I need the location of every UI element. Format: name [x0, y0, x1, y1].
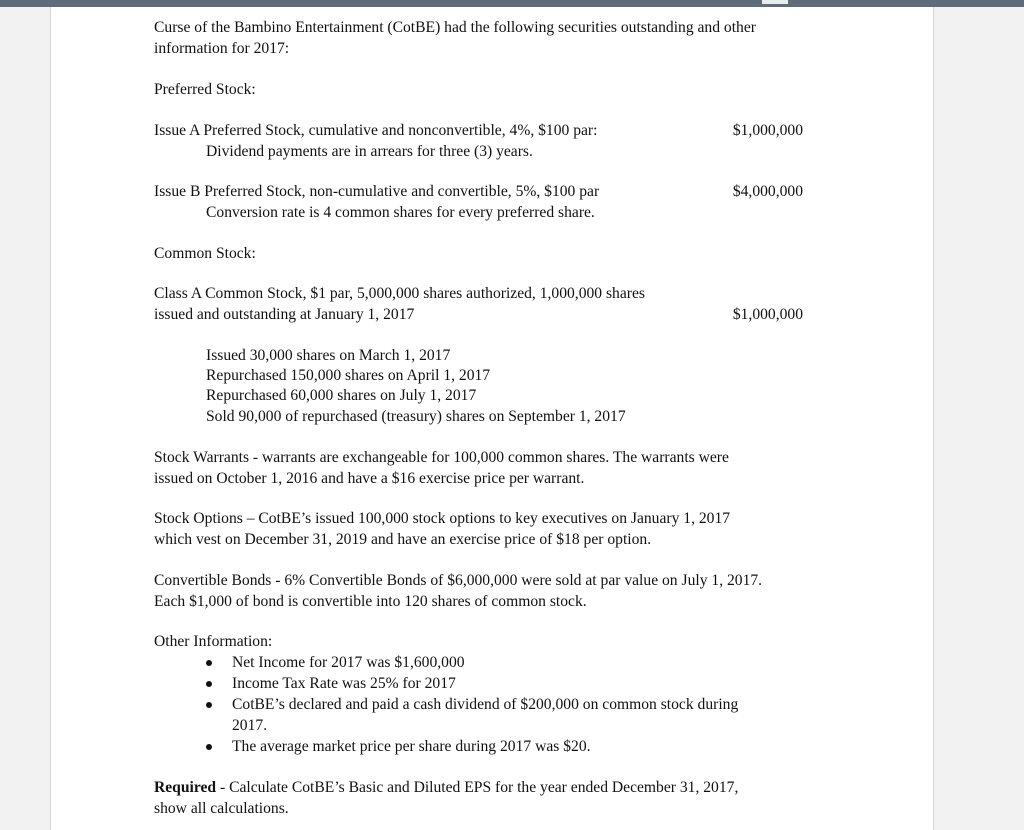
class-a-line-1: Class A Common Stock, $1 par, 5,000,000 shares authorized, 1,000,000 shares — [154, 285, 645, 302]
transaction-item: Repurchased 150,000 shares on April 1, 2017 — [206, 367, 491, 384]
bullet-icon — [206, 681, 212, 687]
other-heading: Other Information: — [154, 633, 273, 650]
top-bar-tab[interactable] — [762, 0, 788, 4]
issue-b-title: Issue B Preferred Stock, non-cumulative and convertible, 5%, $100 par — [154, 183, 600, 200]
window-top-bar — [0, 0, 1024, 7]
bonds-line-1: Convertible Bonds - 6% Convertible Bonds of $6,000,000 were sold at par value on July 1, 2017. — [154, 572, 763, 589]
other-bullet-item: Income Tax Rate was 25% for 2017 — [232, 675, 456, 692]
common-heading: Common Stock: — [154, 245, 256, 262]
bullet-icon — [206, 660, 212, 666]
other-bullet-item: Net Income for 2017 was $1,600,000 — [232, 654, 465, 671]
required-label: Required — [154, 779, 217, 796]
issue-a-detail: Dividend payments are in arrears for three (3) years. — [206, 143, 533, 160]
issue-a-title: Issue A Preferred Stock, cumulative and nonconvertible, 4%, $100 par: — [154, 122, 598, 139]
document-page — [50, 7, 934, 830]
required-text: - Calculate CotBE’s Basic and Diluted EPS for the year ended December 31, 2017, — [216, 779, 739, 796]
issue-b-amount: $4,000,000 — [732, 183, 803, 200]
preferred-heading: Preferred Stock: — [154, 81, 256, 98]
class-a-line-2: issued and outstanding at January 1, 2017 — [154, 306, 415, 323]
intro-line-2: information for 2017: — [154, 40, 290, 57]
other-bullet-item: The average market price per share during 2017 was $20. — [232, 738, 591, 755]
other-bullet-item: CotBE’s declared and paid a cash dividend of $200,000 on common stock during — [232, 696, 739, 713]
bullet-icon — [206, 744, 212, 750]
required-line-1 — [154, 778, 738, 798]
transaction-item: Sold 90,000 of repurchased (treasury) shares on September 1, 2017 — [206, 408, 626, 425]
warrants-line-2: issued on October 1, 2016 and have a $16 exercise price per warrant. — [154, 470, 585, 487]
transaction-item: Issued 30,000 shares on March 1, 2017 — [206, 347, 451, 364]
bonds-line-2: Each $1,000 of bond is convertible into 120 shares of common stock. — [154, 593, 587, 610]
document-content — [51, 7, 933, 830]
required-line-2: show all calculations. — [154, 800, 289, 817]
transaction-item: Repurchased 60,000 shares on July 1, 2017 — [206, 387, 477, 404]
issue-b-detail: Conversion rate is 4 common shares for every preferred share. — [206, 204, 595, 221]
issue-a-amount: $1,000,000 — [732, 122, 803, 139]
options-line-1: Stock Options – CotBE’s issued 100,000 stock options to key executives on January 1, 2017 — [154, 510, 731, 527]
bullet-icon — [206, 702, 212, 708]
warrants-line-1: Stock Warrants - warrants are exchangeable for 100,000 common shares. The warrants were — [154, 449, 729, 466]
options-line-2: which vest on December 31, 2019 and have an exercise price of $18 per option. — [154, 531, 652, 548]
intro-line-1: Curse of the Bambino Entertainment (CotBE) had the following securities outstanding and other — [154, 19, 756, 36]
other-bullet-continuation: 2017. — [232, 717, 268, 734]
common-amount: $1,000,000 — [732, 306, 803, 323]
